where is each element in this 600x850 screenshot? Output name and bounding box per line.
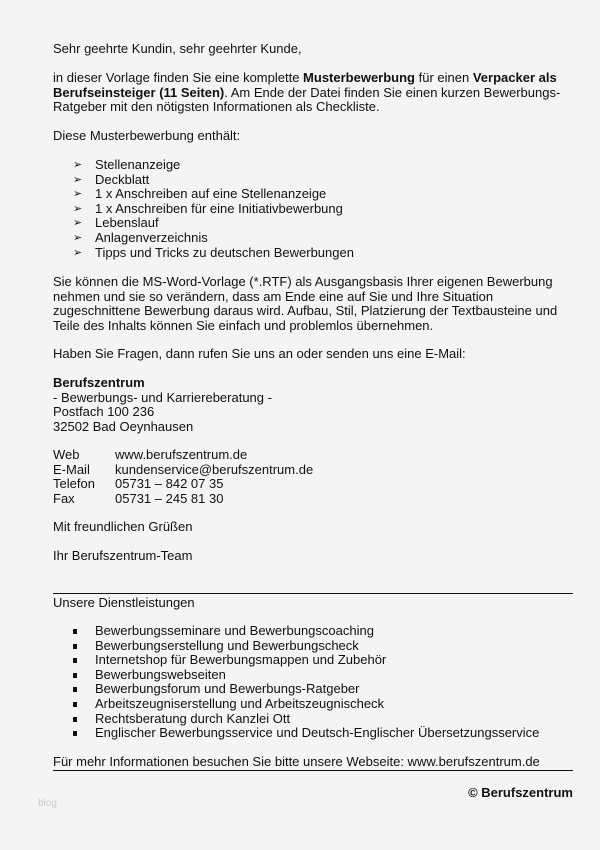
contact-label: Fax — [53, 490, 75, 506]
list-item-text: Rechtsberatung durch Kanzlei Ott — [95, 710, 291, 726]
square-bullet-icon — [73, 687, 77, 692]
greeting: Sehr geehrte Kundin, sehr geehrter Kunde, — [53, 41, 302, 56]
closing: Mit freundlichen Grüßen — [53, 519, 193, 534]
divider — [53, 770, 573, 771]
address-line: - Bewerbungs- und Karriereberatung - — [53, 389, 272, 405]
list-item — [53, 639, 578, 654]
list-item — [53, 187, 578, 202]
contact-row — [53, 448, 578, 463]
list-item — [53, 682, 578, 697]
contact-label: Telefon — [53, 476, 95, 492]
list-item — [53, 653, 578, 668]
company-name: Berufszentrum — [53, 375, 145, 390]
square-bullet-icon — [73, 731, 77, 736]
contact-web: www.berufszentrum.de — [115, 447, 248, 462]
list-item — [53, 202, 578, 217]
square-bullet-icon — [73, 658, 77, 663]
address-line: Postfach 100 236 — [53, 404, 155, 420]
contact-block — [53, 448, 578, 506]
list-item-text: Deckblatt — [95, 171, 150, 187]
square-bullet-icon — [73, 644, 77, 649]
list-item-text: Internetshop für Bewerbungsmappen und Zubehör — [95, 652, 387, 668]
list-item — [53, 668, 578, 683]
list-item-text: Bewerbungsforum und Bewerbungs-Ratgeber — [95, 681, 360, 697]
arrow-bullet-icon: ➢ — [73, 173, 83, 186]
intro-text: in dieser Vorlage finden Sie eine komplette — [53, 70, 304, 85]
contents-list — [53, 158, 578, 260]
address-block — [53, 376, 578, 434]
list-item-text: Stellenanzeige — [95, 157, 181, 172]
intro-paragraph — [53, 71, 578, 115]
watermark: blog — [38, 798, 57, 809]
list-item-text: Bewerbungsseminare und Bewerbungscoaching — [95, 623, 374, 638]
intro-bold: Verpacker als Berufseinsteiger (11 Seiten) — [53, 70, 557, 100]
intro-text: . Am Ende der Datei finden Sie einen kurzen Bewerbungs-Ratgeber mit den nötigsten Informationen als Checkliste. — [53, 84, 561, 115]
arrow-bullet-icon: ➢ — [73, 202, 83, 215]
signature: Ihr Berufszentrum-Team — [53, 548, 193, 563]
list-item-text: Lebenslauf — [95, 215, 159, 231]
list-item-text: Bewerbungswebseiten — [95, 666, 226, 682]
list-item — [53, 216, 578, 231]
list-item — [53, 726, 578, 741]
contact-fax: 05731 – 245 81 30 — [115, 490, 224, 506]
arrow-bullet-icon: ➢ — [73, 188, 83, 201]
contact-label: Web — [53, 447, 80, 462]
list-item-text: Bewerbungserstellung und Bewerbungscheck — [95, 637, 359, 653]
arrow-bullet-icon: ➢ — [73, 231, 83, 244]
contact-row — [53, 463, 578, 478]
intro-text: für einen — [415, 70, 473, 85]
contact-phone: 05731 – 842 07 35 — [115, 476, 224, 492]
usage-paragraph: Sie können die MS-Word-Vorlage (*.RTF) als Ausgangsbasis Ihrer eigenen Bewerbung nehmen und sie so verändern, dass am Ende eine auf Sie und Ihre Situation zugeschnittene Bewerbung daraus wird. Aufbau, Stil, Platzierung der Textbausteine und Teile des Inhalts können Sie einfach und problemlos übernehmen. — [53, 274, 558, 333]
divider — [53, 593, 573, 594]
more-info: Für mehr Informationen besuchen Sie bitte unsere Webseite: www.berufszentrum.de — [53, 754, 540, 769]
list-item — [53, 158, 578, 173]
contact-row — [53, 477, 578, 492]
list-item — [53, 173, 578, 188]
list-item-text: Anlagenverzeichnis — [95, 229, 208, 245]
list-item — [53, 246, 578, 261]
list-item — [53, 697, 578, 712]
intro-bold: Musterbewerbung — [303, 70, 416, 85]
list-item-text: Arbeitszeugniserstellung und Arbeitszeugnischeck — [95, 695, 385, 711]
address-line: 32502 Bad Oeynhausen — [53, 418, 194, 434]
copyright: © Berufszentrum — [468, 785, 573, 800]
square-bullet-icon — [73, 717, 77, 722]
square-bullet-icon — [73, 702, 77, 707]
services-list — [53, 624, 578, 741]
contents-heading: Diese Musterbewerbung enthält: — [53, 128, 241, 143]
list-item — [53, 231, 578, 246]
contact-label: E-Mail — [53, 461, 90, 477]
questions-text: Haben Sie Fragen, dann rufen Sie uns an oder senden uns eine E-Mail: — [53, 346, 466, 361]
list-item-text: 1 x Anschreiben auf eine Stellenanzeige — [95, 186, 327, 202]
contact-email: kundenservice@berufszentrum.de — [115, 461, 314, 477]
arrow-bullet-icon: ➢ — [73, 217, 83, 230]
services-heading: Unsere Dienstleistungen — [53, 595, 195, 610]
arrow-bullet-icon: ➢ — [73, 159, 83, 171]
list-item-text: Tipps und Tricks zu deutschen Bewerbungen — [95, 244, 354, 260]
arrow-bullet-icon: ➢ — [73, 246, 83, 259]
list-item — [53, 624, 578, 639]
list-item-text: 1 x Anschreiben für eine Initiativbewerbung — [95, 200, 343, 216]
list-item — [53, 712, 578, 727]
contact-row — [53, 492, 578, 507]
square-bullet-icon — [73, 629, 77, 634]
list-item-text: Englischer Bewerbungsservice und Deutsch-Englischer Übersetzungsservice — [95, 725, 540, 741]
square-bullet-icon — [73, 673, 77, 678]
